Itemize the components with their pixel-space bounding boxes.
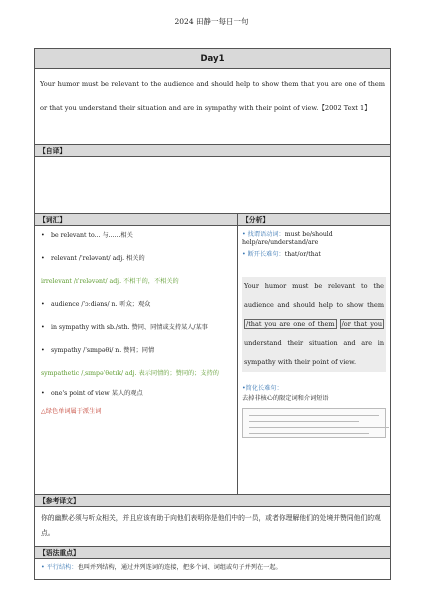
vocab-text: irrelevant /ɪˈreləvənt/ adj. 不相干的，不相关的 [41,278,179,285]
find-verb-text: must be/should help/are/understand/are [242,231,333,246]
vocab-item [41,232,231,240]
derived-word-note: △绿色单词属于派生词 [41,408,102,415]
grammar-text: 也叫并列结构，通过并列连词的连接，把多个词、词组或句子并列在一起。 [77,564,282,571]
vocab-derived-item [41,366,231,382]
analysis-column [238,226,390,494]
analysis-heading: 【分析】 [242,216,270,224]
vocab-bullet: • [41,347,45,354]
vocab-text: audience /ˈɔːdiəns/ n. 听众；观众 [51,301,151,308]
simplify-label: •简化长难句： [242,385,283,392]
vocab-analysis-body [35,226,390,495]
highlighted-sentence [242,277,386,372]
vocab-item [41,390,231,398]
vocab-column [35,226,238,494]
vocab-bullet: • [41,324,45,331]
vocab-text: sympathetic /ˌsɪmpəˈθetɪk/ adj. 表示同情的；赞同的；支持的 [41,370,219,377]
grammar-body [35,559,390,579]
split-text: that/or/that [284,251,321,258]
find-verb-label: • 找谓语动词： [242,231,285,238]
vocab-text: in sympathy with sb./sth. 赞同、同情或支持某人/某事 [51,324,208,331]
study-sheet [34,48,391,580]
vocab-text: sympathy /ˈsɪmpəθi/ n. 赞同；同情 [51,347,155,354]
grammar-label: • 平行结构： [41,564,78,571]
vocab-text: be relevant to... 与......相关 [51,232,133,239]
clause-frame: /that you are one of them [246,320,335,328]
vocab-item [41,347,231,355]
split-label: • 断开长难句： [242,251,285,258]
vocab-bullet: • [41,390,45,397]
vocab-text: one's point of view 某人的观点 [51,390,143,397]
simplify-text: 去掉非核心的限定词和介词短语 [242,395,329,402]
sentence-diagram-image [242,408,386,438]
clause-frame: /or that you [341,320,383,328]
vocab-derived-item [41,278,231,286]
highlight-part: Your humor must be relevant to the audience and should help to show them [244,282,384,309]
self-translation-heading: 【自译】 [35,145,390,157]
day-title: Day1 [35,49,390,69]
vocab-bullet: • [41,232,45,239]
find-verb-line [242,231,386,247]
document-header-title: 2024 田静一每日一句 [174,17,249,26]
self-translation-area[interactable] [35,157,390,214]
split-line [242,251,386,259]
target-sentence: Your humor must be relevant to the audience and should help to show them that you are one of them or that you understand their situation and are in sympathy with their point of view.【2002 Text 1】 [35,69,390,145]
highlight-part: understand their situation and are in sympathy with their point of view. [244,339,384,366]
vocab-analysis-heading-row [35,214,390,226]
reference-translation-text: 你的幽默必须与听众相关，并且应该有助于向他们表明你是他们中的一员，或者你理解他们的处境并赞同他们的观点。 [35,507,390,547]
vocab-heading: 【词汇】 [35,214,238,225]
grammar-heading: 【语法重点】 [35,547,390,559]
vocab-bullet: • [41,301,45,308]
vocab-item [41,301,231,309]
reference-translation-heading: 【参考译文】 [35,495,390,507]
vocab-item [41,324,231,332]
vocab-text: relevant /ˈreləvənt/ adj. 相关的 [51,255,145,262]
vocab-bullet: • [41,255,45,262]
simplify-section [242,384,386,404]
vocab-item [41,255,231,263]
